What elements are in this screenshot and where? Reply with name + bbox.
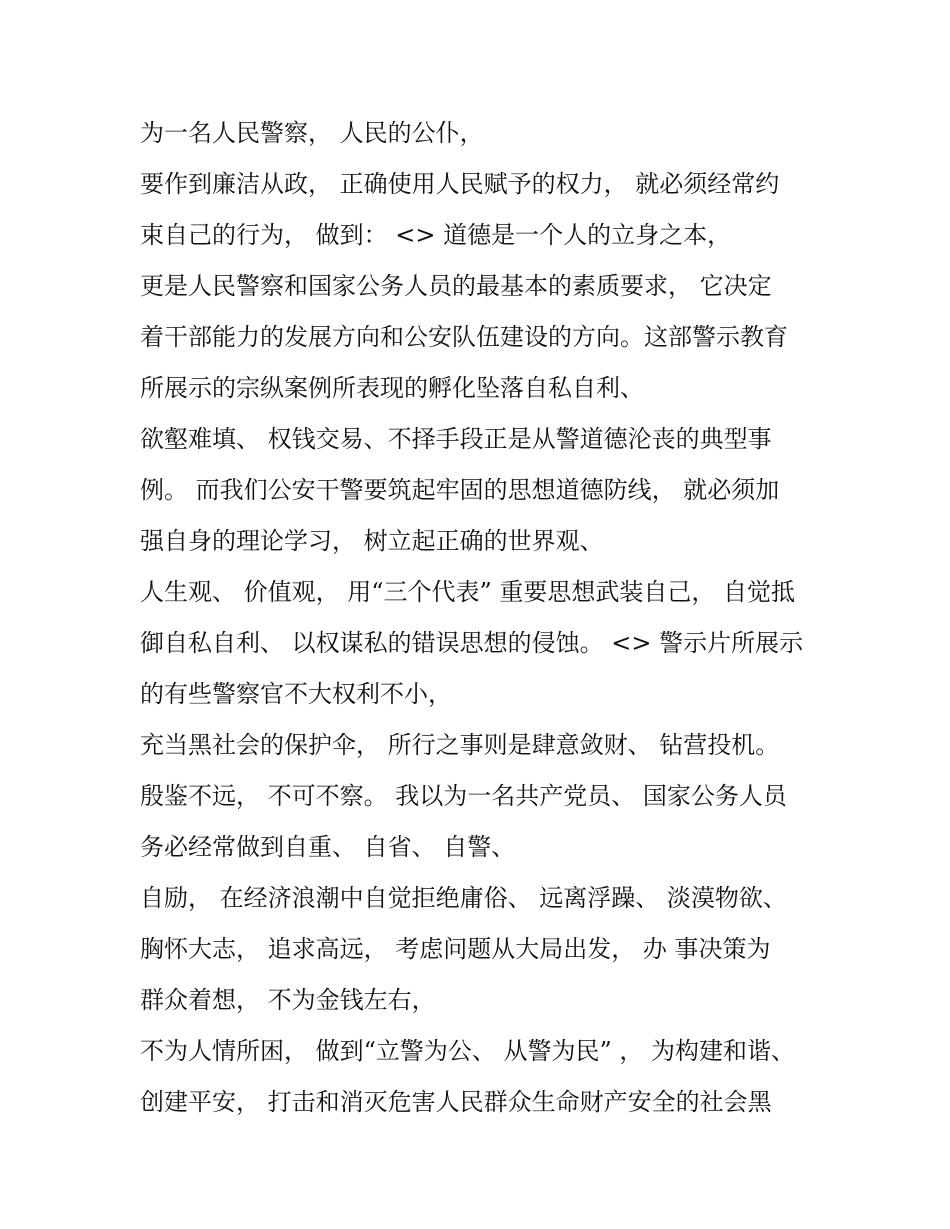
text-line: 创建平安， 打击和消灭危害人民群众生命财产安全的社会黑: [140, 1088, 772, 1116]
text-line: 例。 而我们公安干警要筑起牢固的思想道德防线， 就必须加: [140, 476, 780, 504]
text-line: 充当黑社会的保护伞， 所行之事则是肆意敛财、 钻营投机。: [140, 731, 780, 759]
text-line: 更是人民警察和国家公务人员的最基本的素质要求， 它决定: [140, 272, 772, 300]
text-line: 自励， 在经济浪潮中自觉拒绝庸俗、 远离浮躁、 淡漠物欲、: [140, 884, 787, 912]
text-line: 束自己的行为， 做到： <> 道德是一个人的立身之本，: [140, 221, 732, 249]
text-line: 着干部能力的发展方向和公安队伍建设的方向。这部警示教育: [140, 323, 788, 351]
text-line: 强自身的理论学习， 树立起正确的世界观、: [140, 527, 604, 555]
text-line: 的有些警察官不大权利不小，: [140, 680, 452, 708]
text-line: 欲壑难填、 权钱交易、不择手段正是从警道德沦丧的典型事: [140, 425, 772, 453]
body-text: [140, 108, 840, 1128]
text-line: 人生观、 价值观， 用“三个代表” 重要思想武装自己， 自觉抵: [140, 578, 796, 606]
text-line: 御自私自利、 以权谋私的错误思想的侵蚀。 <> 警示片所展示: [140, 629, 804, 657]
text-line: 不为人情所困， 做到“立警为公、 从警为民” ， 为构建和谐、: [140, 1037, 796, 1065]
text-line: 要作到廉洁从政， 正确使用人民赋予的权力， 就必须经常约: [140, 170, 780, 198]
text-line: 殷鉴不远， 不可不察。 我以为一名共产党员、 国家公务人员: [140, 782, 787, 810]
text-line: 胸怀大志， 追求高远， 考虑问题从大局出发， 办 事决策为: [140, 935, 771, 963]
text-line: 群众着想， 不为金钱左右，: [140, 986, 436, 1014]
text-line: 所展示的宗纵案例所表现的孵化坠落自私自利、: [140, 374, 644, 402]
text-line: 为一名人民警察， 人民的公仆，: [140, 119, 484, 147]
text-line: 务必经常做到自重、 自省、 自警、: [140, 833, 516, 861]
